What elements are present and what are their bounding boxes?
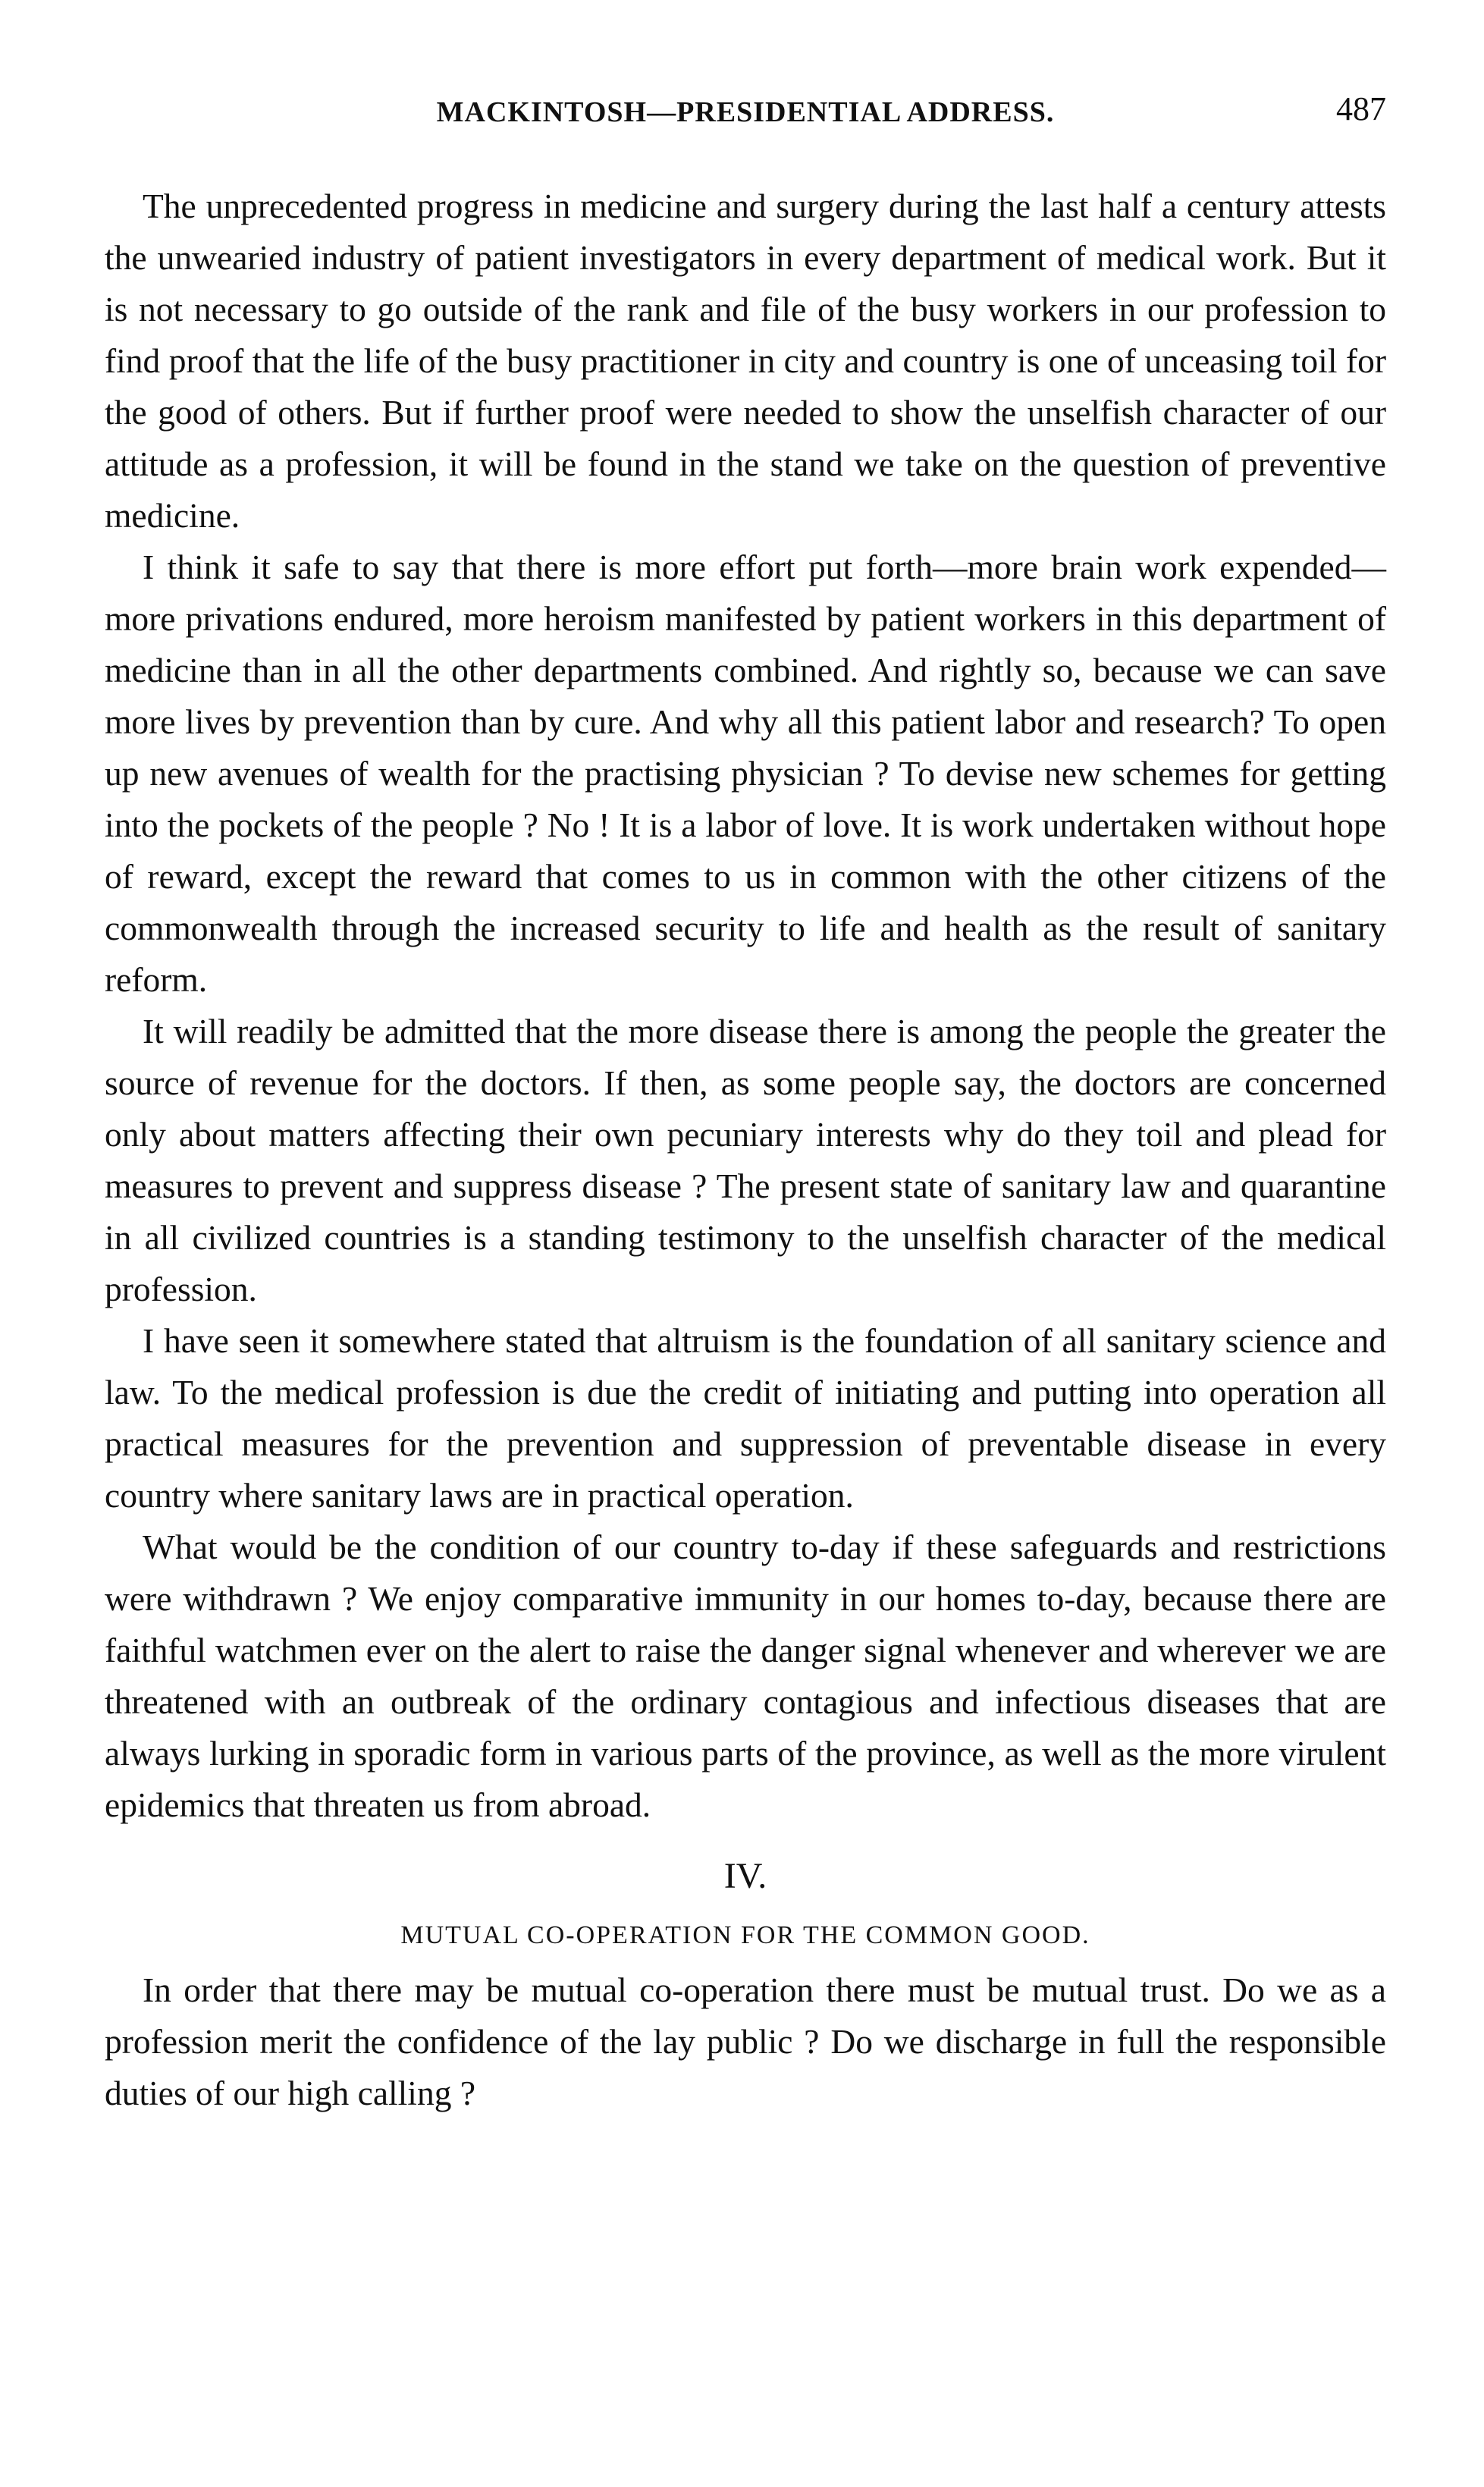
paragraph-1: The unprecedented progress in medicine and surgery during the last half a century attests the unwearied industry of patient investigators in every department of medical work. But it is not necessary to go outside of the rank and file of the busy workers in our profession to find proof that the life of the busy practitioner in city and country is one of unceasing toil for the good of others. But if further proof were needed to show the unselfish character of our attitude as a profession, it will be found in the stand we take on the question of preventive medicine. xyxy=(105,187,1386,535)
document-page xyxy=(105,82,1386,2119)
running-title: MACKINTOSH—PRESIDENTIAL ADDRESS. xyxy=(436,96,1055,128)
running-head xyxy=(105,82,1386,135)
section-number: IV. xyxy=(723,1856,767,1896)
paragraph-2: I think it safe to say that there is more effort put forth—more brain work expended—more privations endured, more heroism manifested by patient workers in this department of medicine than in all the other departments combined. And rightly so, because we can save more lives by prevention than by cure. And why all this patient labor and research? To open up new avenues of wealth for the practising physician ? To devise new schemes for getting into the pockets of the people ? No ! It is a labor of love. It is work undertaken without hope of reward, except the reward that comes to us in common with the other citizens of the commonwealth through the increased security to life and health as the result of sanitary reform. xyxy=(105,548,1386,999)
page-number: 487 xyxy=(1336,90,1386,127)
paragraph-4: I have seen it somewhere stated that altruism is the foundation of all sanitary science and law. To the medical profession is due the credit of initiating and putting into operation all practical measures for the prevention and suppression of preventable disease in every country where sanitary laws are in practical operation. xyxy=(105,1321,1386,1515)
paragraph-3: It will readily be admitted that the more disease there is among the people the greater the source of revenue for the doctors. If then, as some people say, the doctors are concerned only about matters affecting their own pecuniary interests why do they toil and plead for measures to prevent and suppress disease ? The present state of sanitary law and quarantine in all civilized countries is a standing testimony to the unselfish character of the medical profession. xyxy=(105,1012,1386,1308)
paragraph-6: In order that there may be mutual co-operation there must be mutual trust. Do we as a profession merit the confidence of the lay public ? Do we discharge in full the responsible duties of our high calling ? xyxy=(105,1970,1386,2112)
paragraph-5: What would be the condition of our country to-day if these safeguards and restrictions were withdrawn ? We enjoy comparative immunity in our homes to-day, because there are faithful watchmen ever on the alert to raise the danger signal whenever and wherever we are threatened with an outbreak of the ordinary contagious and infectious diseases that are always lurking in sporadic form in various parts of the province, as well as the more virulent epidemics that threaten us from abroad. xyxy=(105,1528,1386,1824)
section-title: MUTUAL CO-OPERATION FOR THE COMMON GOOD. xyxy=(400,1921,1090,1949)
